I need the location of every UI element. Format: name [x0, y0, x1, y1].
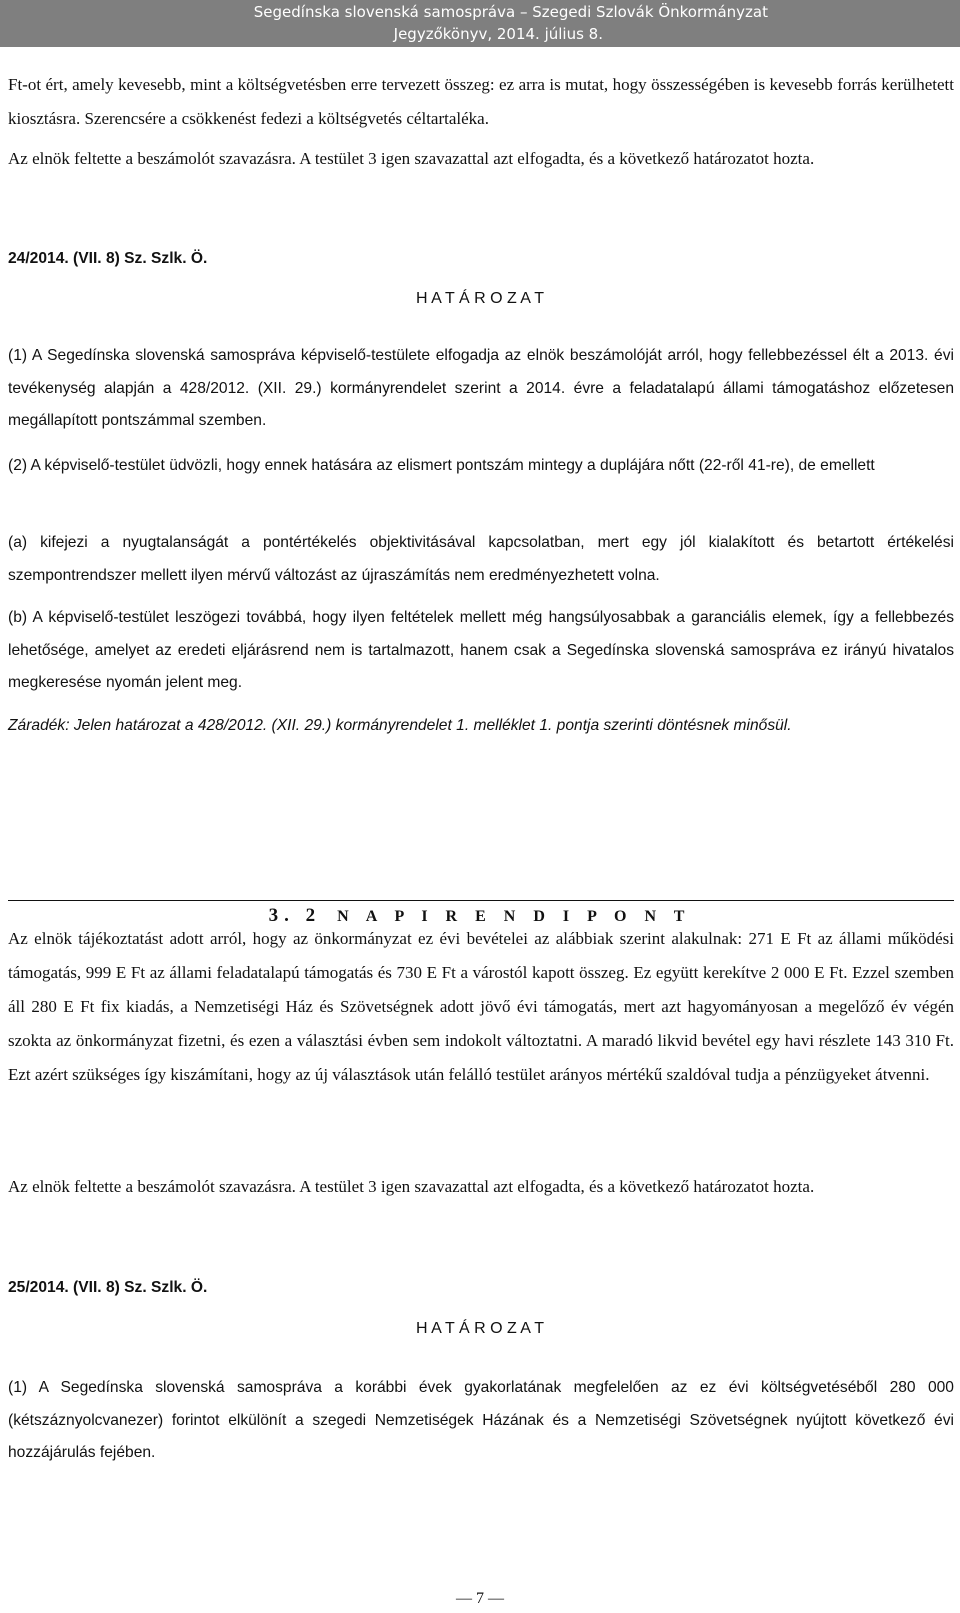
paragraph-vote-1: Az elnök feltette a beszámolót szavazásra. A testület 3 igen szavazattal azt elfogadta, és a következő határozatot hozta.	[8, 149, 815, 168]
page-number: — 7 —	[456, 1590, 504, 1607]
resolution-2-title: H A T Á R O Z A T	[415, 1320, 545, 1337]
resolution-1-title: H A T Á R O Z A T	[415, 290, 545, 307]
resolution-1-point-2: (2) A képviselő-testület üdvözli, hogy ennek hatására az elismert pontszám mintegy a duplájára nőtt (22-ről 41-re), de emellett	[8, 457, 875, 474]
resolution-1-point-1: (1) A Segedínska slovenská samospráva képviselő-testülete elfogadja az elnök beszámolóját arról, hogy fellebbezéssel élt a 2013. évi tevékenység alapján a 428/2012. (XII. 29.) kormányrendelet szerint a 2014. évre a feladatalapú állami támogatáshoz előzetesen megállapított pontszámmal szemben.	[8, 347, 954, 429]
resolution-1-clause: Záradék: Jelen határozat a 428/2012. (XII. 29.) kormányrendelet 1. melléklet 1. pontja szerinti döntésnek minősül.	[8, 717, 792, 734]
resolution-1-number: 24/2014. (VII. 8) Sz. Szlk. Ö.	[8, 250, 208, 267]
header-subtitle: Jegyzőkönyv, 2014. július 8.	[393, 25, 603, 43]
paragraph-intro: Ft-ot ért, amely kevesebb, mint a költségvetésben erre tervezett összeg: ez arra is mutat, hogy összességében is kevesebb forrás kerülhetett kiosztásra. Szerencsére a csökkenést fedezi a költségvetés céltartaléka.	[8, 75, 954, 128]
paragraph-vote-2: Az elnök feltette a beszámolót szavazásra. A testület 3 igen szavazattal azt elfogadta, és a következő határozatot hozta.	[8, 1177, 815, 1196]
agenda-label: N A P I R E N D I P O N T	[337, 908, 692, 925]
resolution-2-point-1: (1) A Segedínska slovenská samospráva a korábbi évek gyakorlatának megfelelően az ez évi költségvetéséből 280 000 (kétszáznyolcvanezer) forintot elkülönít a szegedi Nemzetiségek Házának és a Nemzetiségi Szövetségnek nyújtott következő évi hozzájárulás fejében.	[8, 1379, 954, 1461]
resolution-1-point-b: (b) A képviselő-testület leszögezi továbbá, hogy ilyen feltételek mellett még hangsúlyosabbak a garanciális elemek, így a fellebbezés lehetősége, amelyet az eredeti eljárásrend nem is tartalmazott, hanem csak a Segedínska slovenská samospráva ez irányú hivatalos megkeresése nyomán jelent meg.	[8, 609, 954, 691]
resolution-2-number: 25/2014. (VII. 8) Sz. Szlk. Ö.	[8, 1279, 208, 1296]
resolution-1-point-a: (a) kifejezi a nyugtalanságát a pontértékelés objektivitásával kapcsolatban, mert egy jól kialakított és betartott értékelési szempontrendszer mellett ilyen mérvű változást az újraszámítás nem eredményezhetett volna.	[8, 534, 954, 584]
section-divider	[8, 900, 954, 901]
header-title: Segedínska slovenská samospráva – Szegedi Szlovák Önkormányzat	[253, 3, 768, 21]
agenda-number: 3. 2	[268, 905, 322, 926]
paragraph-report: Az elnök tájékoztatást adott arról, hogy az önkormányzat ez évi bevételei az alábbiak szerint alakulnak: 271 E Ft az állami működési támogatás, 999 E Ft az állami feladatalapú támogatás és 730 E Ft a várostól kapott összeg. Ez együtt kerekítve 2 000 E Ft. Ezzel szemben áll 280 E Ft fix kiadás, a Nemzetiségi Ház és Szövetségnek adott jövő évi támogatás, mert azt hagyományosan a megelőző év végén szokta az önkormányzat fizetni, és ezen a választási évben sem indokolt változtatni. A maradó likvid bevétel egy havi részlete 143 310 Ft. Ezt azért szükséges így kiszámítani, hogy az új választások után felálló testület arányos mértékű szaldóval tudja a pénzügyeket átvenni.	[8, 929, 954, 1084]
document-header	[0, 0, 960, 47]
